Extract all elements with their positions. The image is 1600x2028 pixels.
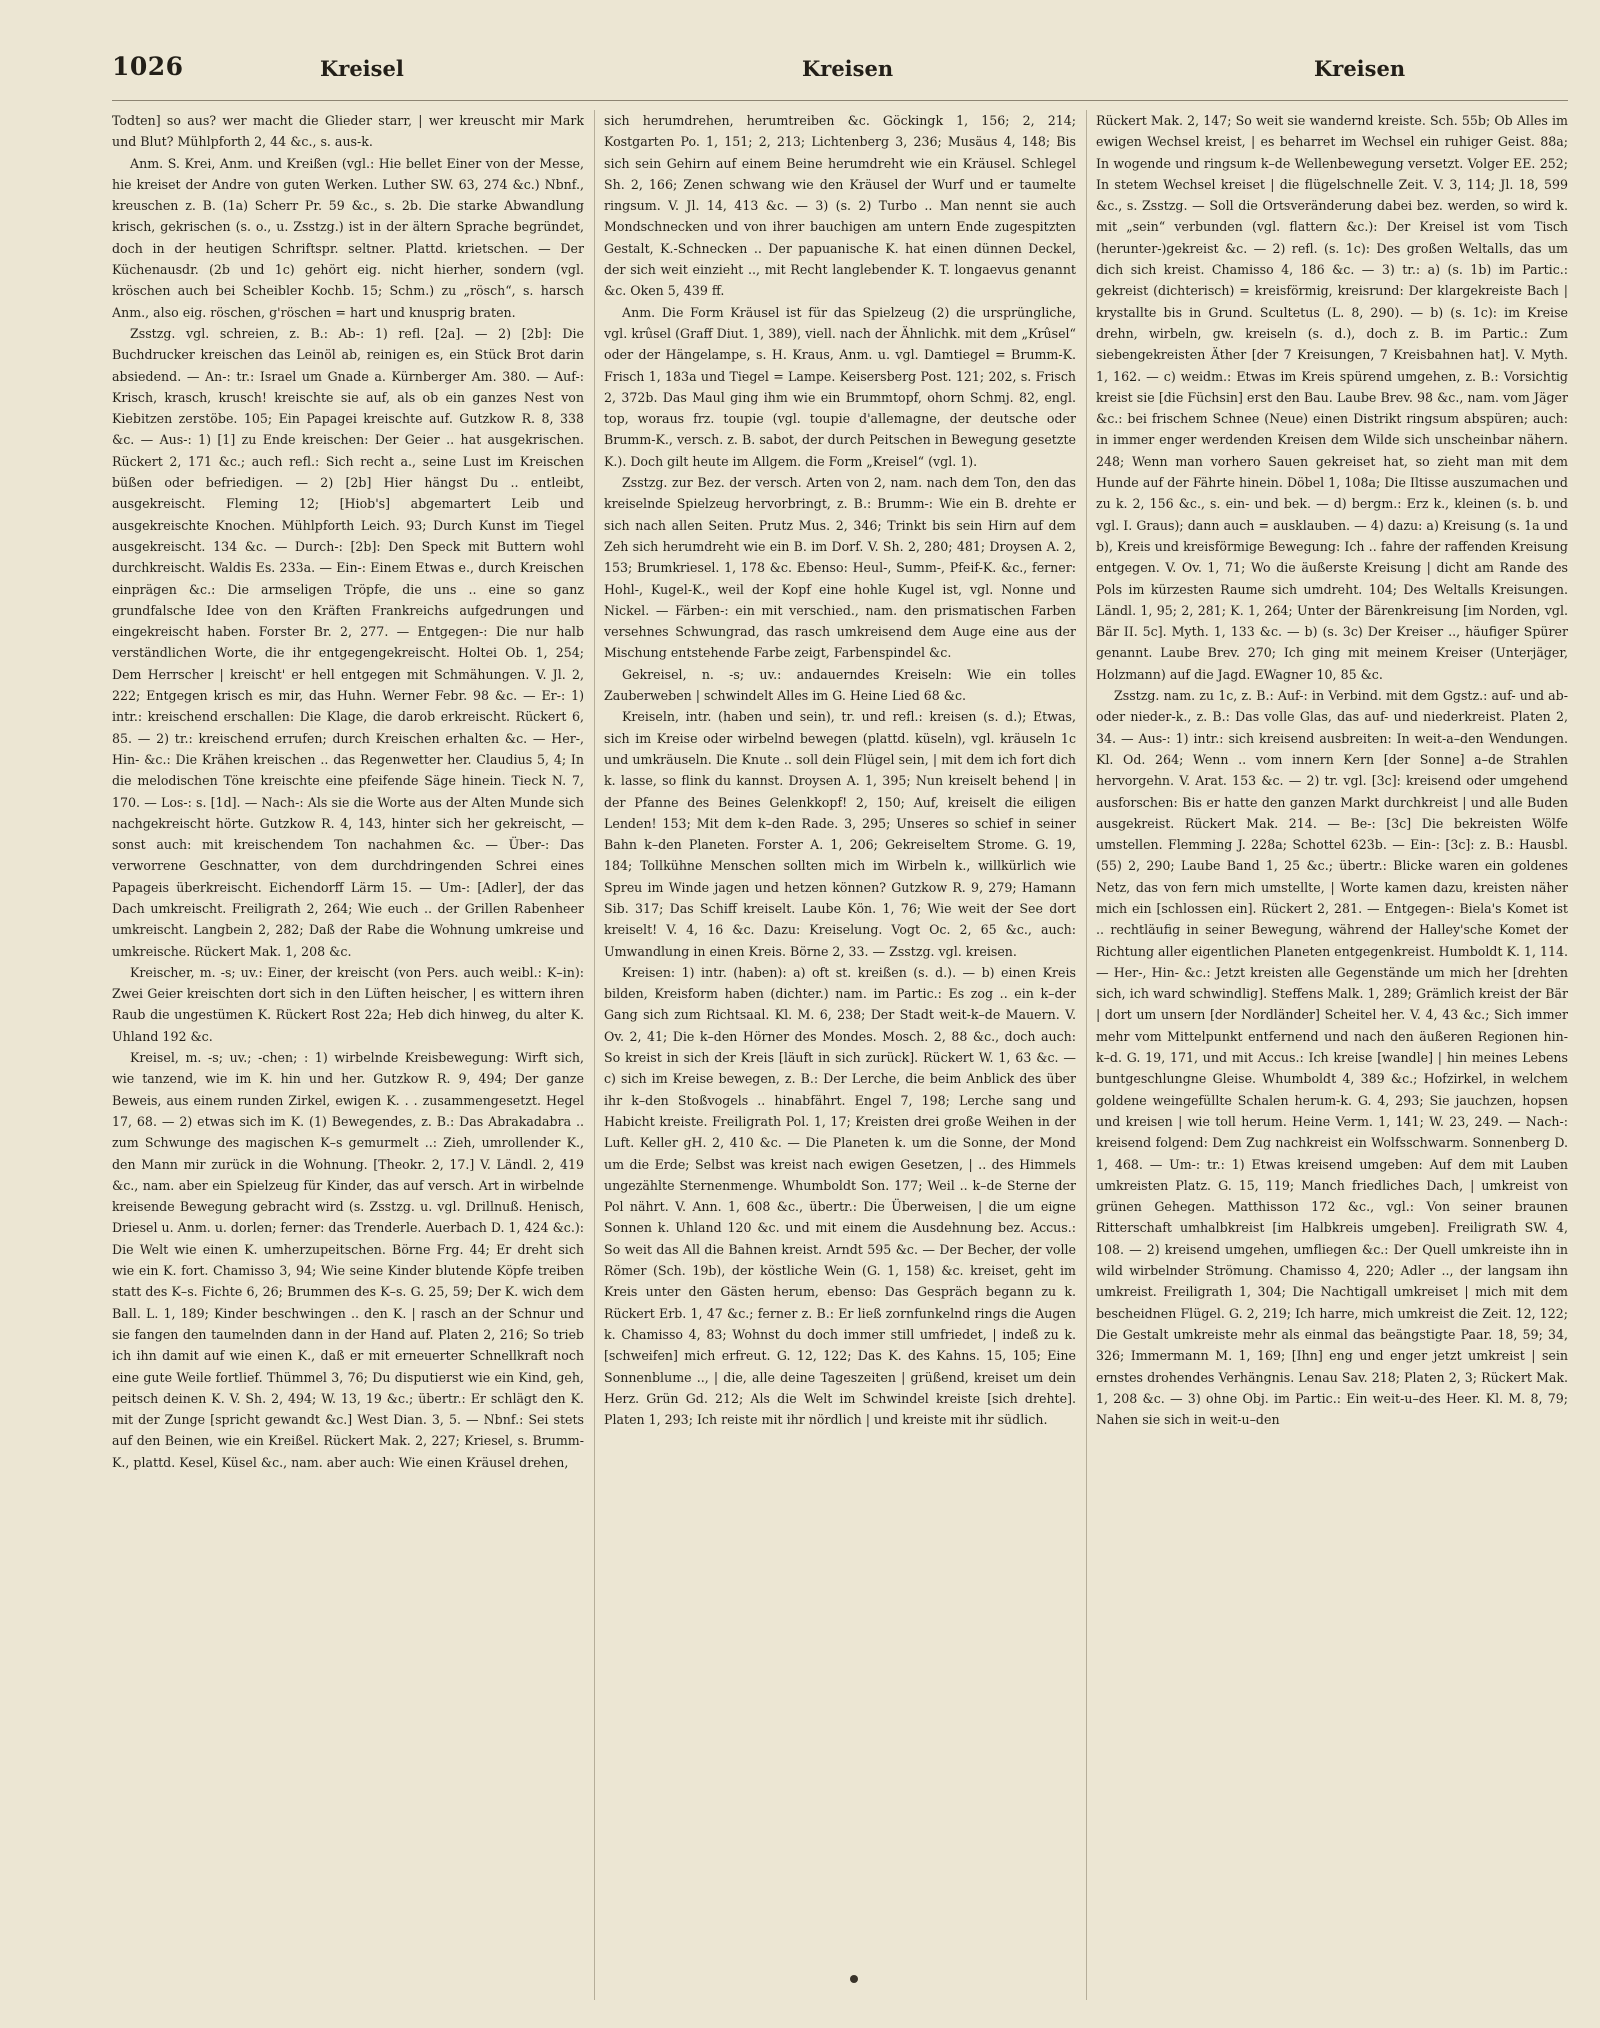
entry-paragraph: Gekreisel, n. -s; uv.: andauerndes Kreiseln: Wie ein tolles Zauberweben | schwindelt Alles im G. Heine Lied 68 &c. [604, 666, 1076, 704]
running-headword-left: Kreisel [320, 56, 404, 81]
entry-paragraph: Zsstzg. vgl. schreien, z. B.: Ab-: 1) refl. [2a]. — 2) [2b]: Die Buchdrucker kreischen das Leinöl ab, reinigen es, ein Stück Brot darin absiedend. — An-: tr.: Israel um Gnade a. Kürnberger Am. 380. — Auf-: Krisch, krasch, krusch! kreischte sie auf, als ob ein ganzes Nest von Kiebitzen zerstöbe. 105; Ein Papagei kreischte auf. Gutzkow R. 8, 338 &c. — Aus-: 1) [1] zu Ende kreischen: Der Geier .. hat ausgekrischen. Rückert 2, 171 &c.; auch refl.: Sich recht a., seine Lust im Kreischen büßen oder befriedigen. — 2) [2b] Hier hängst Du .. entleibt, ausgekreischt. Fleming 12; [Hiob's] abgemartert Leib und ausgekreischte Knochen. Mühlpforth Leich. 93; Durch Kunst im Tiegel ausgekreischt. 134 &c. — Durch-: [2b]: Den Speck mit Buttern wohl durchkreischt. Waldis Es. 233a. — Ein-: Einem Etwas e., durch Kreischen einprägen &c.: Die armseligen Tröpfe, die uns .. eine so ganz grundfalsche Idee von den Kräften Frankreichs aufgedrungen und eingekreischt haben. Forster Br. 2, 277. — Entgegen-: Die nur halb verständlichen Worte, die ihr entgegengekreischt. Holtei Ob. 1, 254; Dem Herrscher | kreischt' er hell entgegen mit Schmähungen. V. Jl. 2, 222; Entgegen krisch es mir, das Huhn. Werner Febr. 98 &c. — Er-: 1) intr.: kreischend erschallen: Die Klage, die darob erkreischt. Rückert 6, 85. — 2) tr.: kreischend errufen; durch Kreischen erhalten &c. — Her-, Hin- &c.: Die Krähen kreischen .. das Regenwetter her. Claudius 5, 4; In die melodischen Töne kreischte eine pfeifende Säge hinein. Tieck N. 7, 170. — Los-: s. [1d]. — Nach-: Als sie die Worte aus der Alten Munde sich nachgekreischt hörte. Gutzkow R. 4, 143, hinter sich her gekreischt, — sonst auch: mit kreischendem Ton nachahmen &c. — Über-: Das verworrene Geschnatter, von dem durchdringenden Schrei eines Papageis überkreischt. Eichendorff Lärm 15. — Um-: [Adler], der das Dach umkreischt. Freiligrath 2, 264; Wie euch .. der Grillen Rabenheer umkreischt. Langbein 2, 282; Daß der Rabe die Wohnung umkreise und umkreische. Rückert Mak. 1, 208 &c. [112, 325, 584, 959]
page-header [112, 48, 1568, 88]
entry-paragraph: Zsstzg. nam. zu 1c, z. B.: Auf-: in Verbind. mit dem Ggstz.: auf- und ab- oder nieder-k., z. B.: Das volle Glas, das auf- und niederkreist. Platen 2, 34. — Aus-: 1) intr.: sich kreisend ausbreiten: In weit-a–den Wendungen. Kl. Od. 264; Wenn .. vom innern Kern [der Sonne] a–de Strahlen hervorgehn. V. Arat. 153 &c. — 2) tr. vgl. [3c]: kreisend oder umgehend ausforschen: Bis er hatte den ganzen Markt durchkreist | und alle Buden ausgekreist. Rückert Mak. 214. — Be-: [3c] Die bekreisten Wölfe umstellen. Flemming J. 228a; Schottel 623b. — Ein-: [3c]: z. B.: Hausbl. (55) 2, 290; Laube Band 1, 25 &c.; übertr.: Blicke waren ein goldenes Netz, das von fern mich umstellte, | Worte kamen dazu, kreisten näher mich ein [schlossen ein]. Rückert 2, 281. — Entgegen-: Biela's Komet ist .. rechtläufig in seiner Bewegung, während der Halley'sche Komet der Richtung aller eigentlichen Planeten entgegenkreist. Humboldt K. 1, 114. — Her-, Hin- &c.: Jetzt kreisten alle Gegenstände um mich her [drehten sich, ich ward schwindlig]. Steffens Malk. 1, 289; Grämlich kreist der Bär | dort um unsern [der Nordländer] Scheitel her. V. 4, 43 &c.; Sich immer mehr vom Mittelpunkt entfernend und nach den äußeren Regionen hin-k–d. G. 19, 171, und mit Accus.: Ich kreise [wandle] | hin meines Lebens buntgeschlungne Gleise. Whumboldt 4, 389 &c.; Hofzirkel, in welchem goldene weingefüllte Schalen herum-k. G. 4, 293; Sie jauchzen, hopsen und kreisen | wie toll herum. Heine Verm. 1, 141; W. 23, 249. — Nach-: kreisend folgend: Dem Zug nachkreist ein Wolfsschwarm. Sonnenberg D. 1, 468. — Um-: tr.: 1) Etwas kreisend umgeben: Auf dem mit Lauben umkreisten Platz. G. 15, 119; Manch friedliches Dach, | umkreist von grünen Gehegen. Matthisson 172 &c., vgl.: Von seiner braunen Ritterschaft umhalbkreist [im Halbkreis umgeben]. Freiligrath SW. 4, 108. — 2) kreisend umgehen, umfliegen &c.: Der Quell umkreiste ihn in wild wirbelnder Strömung. Chamisso 4, 220; Adler .., der langsam ihn umkreist. Freiligrath 1, 304; Die Nachtigall umkreiset | mich mit dem bescheidnen Flügel. G. 2, 219; Ich harre, mich umkreist die Zeit. 12, 122; Die Gestalt umkreiste mehr als einmal das beängstigte Paar. 18, 59; 34, 326; Immermann M. 1, 169; [Ihn] eng und enger jetzt umkreist | sein ernstes drohendes Verhängnis. Lenau Sav. 218; Platen 2, 3; Rückert Mak. 1, 208 &c. — 3) ohne Obj. im Partic.: Ein weit-u–des Heer. Kl. M. 8, 79; Nahen sie sich in weit-u–den [1096, 688, 1568, 1428]
entry-paragraph: Kreiseln, intr. (haben und sein), tr. und refl.: kreisen (s. d.); Etwas, sich im Kreise oder wirbelnd bewegen (plattd. küseln), vgl. kräuseln 1c und umkräuseln. Die Knute .. soll dein Flügel sein, | mit dem ich fort dich k. lasse, so flink du kannst. Droysen A. 1, 395; Nun kreiselt behend | in der Pfanne des Beines Gelenkkopf! 2, 150; Auf, kreiselt die eiligen Lenden! 153; Mit dem k–den Rade. 3, 295; Unseres so schief in seiner Bahn k–den Planeten. Forster A. 1, 206; Gekreiseltem Strome. G. 19, 184; Tollkühne Menschen sollten mich im Wirbeln k., willkürlich wie Spreu im Winde jagen und hetzen können? Gutzkow R. 9, 279; Hamann Sib. 317; Das Schiff kreiselt. Laube Kön. 1, 76; Wie weit der See dort kreiselt! V. 4, 16 &c. Dazu: Kreiselung. Vogt Oc. 2, 65 &c., auch: Umwandlung in einen Kreis. Börne 2, 33. — Zsstzg. vgl. kreisen. [604, 709, 1076, 959]
entry-paragraph: Kreischer, m. -s; uv.: Einer, der kreischt (von Pers. auch weibl.: K–in): Zwei Geier kreischten dort sich in den Lüften heischer, | es wittern ihren Raub die ungestümen K. Rückert Rost 22a; Heb dich hinweg, du alter K. Uhland 192 &c. [112, 964, 584, 1044]
header-rule [112, 100, 1568, 101]
entry-paragraph: Kreisen: 1) intr. (haben): a) oft st. kreißen (s. d.). — b) einen Kreis bilden, Kreisform haben (dichter.) nam. im Partic.: Es zog .. ein k–der Gang sich zum Richtsaal. Kl. M. 6, 238; Der Stadt weit-k–de Mauern. V. Ov. 2, 41; Die k–den Hörner des Mondes. Mosch. 2, 88 &c., doch auch: So kreist in sich der Kreis [läuft in sich zurück]. Rückert W. 1, 63 &c. — c) sich im Kreise bewegen, z. B.: Der Lerche, die beim Anblick des über ihr k–den Stoßvogels .. hinabfährt. Engel 7, 198; Lerche sang und Habicht kreiste. Freiligrath Pol. 1, 17; Kreisten drei große Weihen in der Luft. Keller gH. 2, 410 &c. — Die Planeten k. um die Sonne, der Mond um die Erde; Selbst was kreist nach ewigen Gesetzen, | .. des Himmels ungezählte Sternenmenge. Whumboldt Son. 177; Weil .. k–de Sterne der Pol nährt. V. Ann. 1, 608 &c., übertr.: Die Überweisen, | die um eigne Sonnen k. Uhland 120 &c. und mit einem die Ausdehnung bez. Accus.: So weit das All die Bahnen kreist. Arndt 595 &c. — Der Becher, der volle Römer (Sch. 19b), der köstliche Wein (G. 1, 158) &c. kreiset, geht im Kreis unter den Gästen herum, ebenso: Das Gespräch begann zu k. Rückert Erb. 1, 47 &c.; ferner z. B.: Er ließ zornfunkelnd rings die Augen k. Chamisso 4, 83; Wohnst du doch immer still umfriedet, | indeß zu k. [schweifen] mich erfreut. G. 12, 122; Das K. des Kahns. 15, 105; Eine Sonnenblume .., | die, alle deine Tageszeiten | grüßend, kreiset um dein Herz. Grün Gd. 212; Als die Welt im Schwindel kreiste [sich drehte]. Platen 1, 293; Ich reiste mit ihr nördlich | und kreiste mit ihr südlich. [604, 964, 1076, 1428]
column-divider [1086, 110, 1087, 2000]
ink-dot [850, 1975, 858, 1983]
entry-paragraph: Zsstzg. zur Bez. der versch. Arten von 2, nam. nach dem Ton, den das kreiselnde Spielzeug hervorbringt, z. B.: Brumm-: Wie ein B. drehte er sich nach allen Seiten. Prutz Mus. 2, 346; Trinkt bis sein Hirn auf dem Zeh sich herumdreht wie ein B. im Dorf. V. Sh. 2, 280; 481; Droysen A. 2, 153; Brumkriesel. 1, 178 &c. Ebenso: Heul-, Summ-, Pfeif-K. &c., ferner: Hohl-, Kugel-K., weil der Kopf eine hohle Kugel ist, vgl. Nonne und Nickel. — Färben-: ein mit verschied., nam. den prismatischen Farben versehnes Schwungrad, das rasch umkreisend dem Auge eine aus der Mischung entstehende Farbe zeigt, Farbenspindel &c. [604, 475, 1076, 661]
entry-paragraph: Todten] so aus? wer macht die Glieder starr, | wer kreuscht mir Mark und Blut? Mühlpforth 2, 44 &c., s. aus-k. [112, 113, 584, 150]
text-column-right [1096, 110, 1568, 2005]
text-column-left [112, 110, 584, 2005]
running-headword-center: Kreisen [802, 56, 894, 81]
entry-paragraph: Anm. S. Krei, Anm. und Kreißen (vgl.: Hie bellet Einer von der Messe, hie kreiset der Andre von guten Werken. Luther SW. 63, 274 &c.) Nbnf., kreuschen z. B. (1a) Scherr Pr. 59 &c., s. 2b. Die starke Abwandlung krisch, gekrischen (s. o., u. Zsstzg.) ist in der ältern Sprache begründet, doch in der heutigen Schriftspr. seltner. Plattd. krietschen. — Der Küchenausdr. (2b und 1c) gehört eig. nicht hierher, sondern (vgl. kröschen auch bei Scheibler Kochb. 15; Schm.) zu „rösch“, s. harsch Anm., also eig. röschen, g'röschen = hart und knusprig braten. [112, 155, 584, 320]
entry-paragraph: sich herumdrehen, herumtreiben &c. Göckingk 1, 156; 2, 214; Kostgarten Po. 1, 151; 2, 213; Lichtenberg 3, 236; Musäus 4, 148; Bis sich sein Gehirn auf einem Beine herumdreht wie ein Kräusel. Schlegel Sh. 2, 166; Zenen schwang wie den Kräusel der Wurf und er taumelte ringsum. V. Jl. 14, 413 &c. — 3) (s. 2) Turbo .. Man nennt sie auch Mondschnecken und von ihrer bauchigen am untern Ende zugespitzten Gestalt, K.-Schnecken .. Der papuanische K. hat einen dünnen Deckel, der sich weit einzieht .., mit Recht langlebender K. T. longaevus genannt &c. Oken 5, 439 ff. [604, 113, 1076, 299]
running-headword-right: Kreisen [1314, 56, 1406, 81]
entry-paragraph: Anm. Die Form Kräusel ist für das Spielzeug (2) die ursprüngliche, vgl. krûsel (Graff Diut. 1, 389), viell. nach der Ähnlichk. mit dem „Krûsel“ oder der Hängelampe, s. H. Kraus, Anm. u. vgl. Damtiegel = Brumm-K. Frisch 1, 183a und Tiegel = Lampe. Keisersberg Post. 121; 202, s. Frisch 2, 372b. Das Maul ging ihm wie ein Brummtopf, ohorn Schmj. 82, engl. top, woraus frz. toupie (vgl. toupie d'allemagne, der deutsche oder Brumm-K., versch. z. B. sabot, der durch Peitschen in Bewegung gesetzte K.). Doch gilt heute im Allgem. die Form „Kreisel“ (vgl. 1). [604, 304, 1076, 469]
column-divider [594, 110, 595, 2000]
page-number: 1026 [112, 52, 184, 81]
text-column-center [604, 110, 1076, 2005]
entry-paragraph: Kreisel, m. -s; uv.; -chen; : 1) wirbelnde Kreisbewegung: Wirft sich, wie tanzend, wie im K. hin und her. Gutzkow R. 9, 494; Der ganze Beweis, aus einem runden Zirkel, ewigen K. . . zusammengesetzt. Hegel 17, 68. — 2) etwas sich im K. (1) Bewegendes, z. B.: Das Abrakadabra .. zum Schwunge des magischen K–s gemurmelt ..: Zieh, umrollender K., den Mann mir zurück in die Wohnung. [Theokr. 2, 17.] V. Ländl. 2, 419 &c., nam. aber ein Spielzeug für Kinder, das auf versch. Art in wirbelnde kreisende Bewegung gebracht wird (s. Zsstzg. u. vgl. Drillnuß. Henisch, Driesel u. Anm. u. dorlen; ferner: das Trenderle. Auerbach D. 1, 424 &c.): Die Welt wie einen K. umherzupeitschen. Börne Frg. 44; Er dreht sich wie ein K. fort. Chamisso 3, 94; Wie seine Kinder blutende Köpfe treiben statt des K–s. Fichte 6, 26; Brummen des K–s. G. 25, 59; Der K. wich dem Ball. L. 1, 189; Kinder beschwingen .. den K. | rasch an der Schnur und sie fangen den taumelnden dann in der Hand auf. Platen 2, 216; So trieb ich ihn damit auf wie einen K., daß er mit erneuerter Schnellkraft noch eine gute Weile fortlief. Thümmel 3, 76; Du disputierst wie ein Kind, geh, peitsch deinen K. V. Sh. 2, 494; W. 13, 19 &c.; übertr.: Er schlägt den K. mit der Zunge [spricht gewandt &c.] West Dian. 3, 5. — Nbnf.: Sei stets auf den Beinen, wie ein Kreißel. Rückert Mak. 2, 227; Kriesel, s. Brumm-K., plattd. Kesel, Küsel &c., nam. aber auch: Wie einen Kräusel drehen, [112, 1050, 584, 1470]
entry-paragraph: Rückert Mak. 2, 147; So weit sie wandernd kreiste. Sch. 55b; Ob Alles im ewigen Wechsel kreist, | es beharret im Wechsel ein ruhiger Geist. 88a; In wogende und ringsum k–de Wellenbewegung versetzt. Volger EE. 252; In stetem Wechsel kreiset | die flügelschnelle Zeit. V. 3, 114; Jl. 18, 599 &c., s. Zsstzg. — Soll die Ortsveränderung dabei bez. werden, so wird k. mit „sein“ verbunden (vgl. flattern &c.): Der Kreisel ist vom Tisch (herunter-)gekreist &c. — 2) refl. (s. 1c): Des großen Weltalls, das um dich sich kreist. Chamisso 4, 186 &c. — 3) tr.: a) (s. 1b) im Partic.: gekreist (dichterisch) = kreisförmig, kreisrund: Der klargekreiste Bach | krystallte bis in Grund. Scultetus (L. 8, 290). — b) (s. 1c): im Kreise drehn, wirbeln, gw. kreiseln (s. d.), doch z. B. im Partic.: Zum siebengekreisten Äther [der 7 Kreisungen, 7 Kreisbahnen hat]. V. Myth. 1, 162. — c) weidm.: Etwas im Kreis spürend umgehen, z. B.: Vorsichtig kreist sie [die Füchsin] erst den Bau. Laube Brev. 98 &c., nam. vom Jäger &c.: bei frischem Schnee (Neue) einen Distrikt ringsum abspüren; auch: in immer enger werdenden Kreisen dem Wilde sich unscheinbar nähern. 248; Wenn man vorhero Sauen gekreiset hat, so zieht man mit dem Hunde auf der Fährte hinein. Döbel 1, 108a; Die Iltisse auszumachen und zu k. 2, 156 &c., s. ein- und bek. — d) bergm.: Erz k., kleinen (s. b. und vgl. I. Graus); dann auch = ausklauben. — 4) dazu: a) Kreisung (s. 1a und b), Kreis und kreisförmige Bewegung: Ich .. fahre der raffenden Kreisung entgegen. V. Ov. 1, 71; Wo die äußerste Kreisung | dicht am Rande des Pols im kürzesten Raume sich umdreht. 104; Des Weltalls Kreisungen. Ländl. 1, 95; 2, 281; K. 1, 264; Unter der Bärenkreisung [im Norden, vgl. Bär II. 5c]. Myth. 1, 133 &c. — b) (s. 3c) Der Kreiser .., häufiger Spürer genannt. Laube Brev. 270; Ich ging mit meinem Kreiser (Unterjäger, Holzmann) auf die Jagd. EWagner 10, 85 &c. [1096, 113, 1568, 682]
